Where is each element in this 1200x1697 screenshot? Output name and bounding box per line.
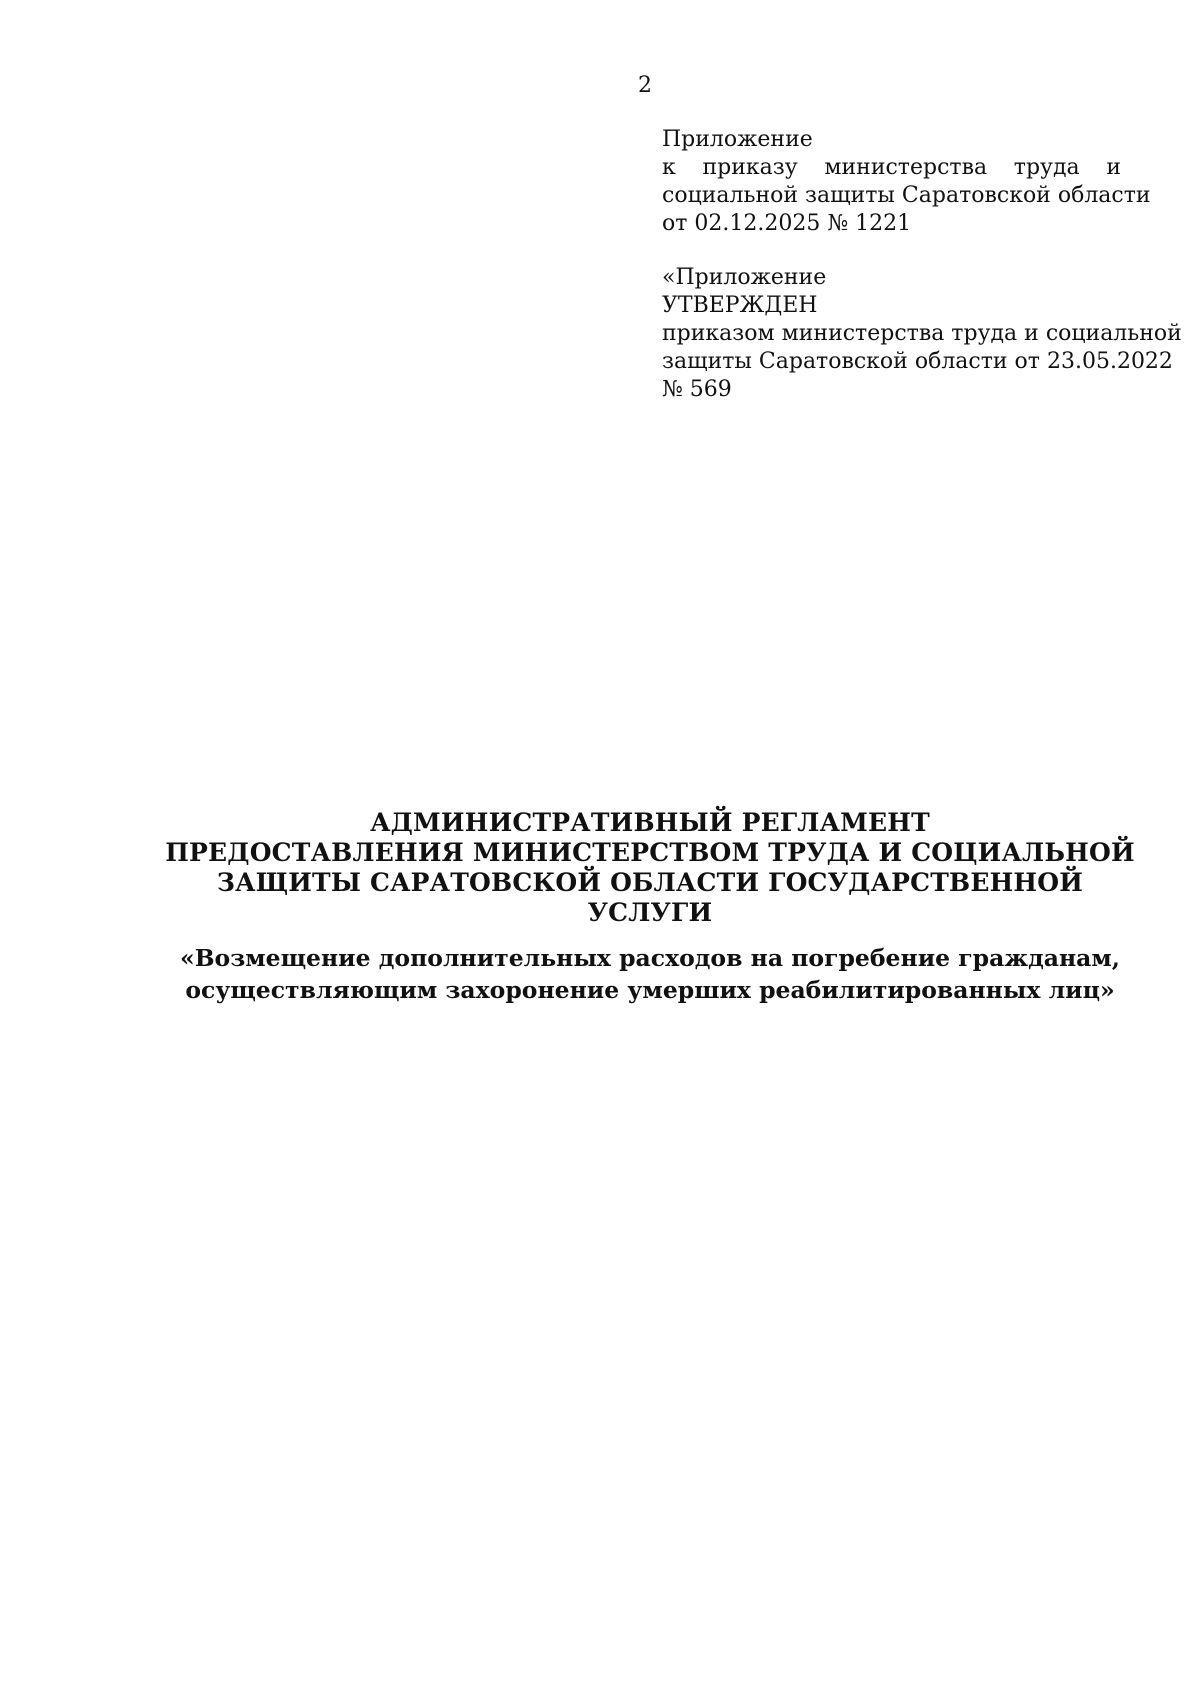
document-title bbox=[150, 808, 1150, 1006]
title-line-2: ПРЕДОСТАВЛЕНИЯ МИНИСТЕРСТВОМ ТРУДА И СОЦИАЛЬНОЙ bbox=[165, 838, 1135, 867]
appendix-original-line-3: приказом министерства труда и социальной bbox=[662, 321, 1182, 346]
appendix-current-line-4: от 02.12.2025 № 1221 bbox=[662, 211, 912, 236]
page-number: 2 bbox=[638, 73, 652, 98]
title-line-1: АДМИНИСТРАТИВНЫЙ РЕГЛАМЕНТ bbox=[370, 808, 930, 837]
appendix-current-line-3: социальной защиты Саратовской области bbox=[662, 183, 1151, 208]
subtitle-line-1: «Возмещение дополнительных расходов на погребение гражданам, bbox=[180, 944, 1120, 972]
appendix-original-line-1: «Приложение bbox=[662, 265, 827, 290]
title-line-3: ЗАЩИТЫ САРАТОВСКОЙ ОБЛАСТИ ГОСУДАРСТВЕННОЙ bbox=[216, 868, 1084, 897]
title-line-4: УСЛУГИ bbox=[587, 898, 713, 927]
appendix-original-line-4: защиты Саратовской области от 23.05.2022 bbox=[662, 349, 1173, 374]
appendix-current-line-1: Приложение bbox=[662, 127, 813, 152]
subtitle-line-2: осуществляющим захоронение умерших реабилитированных лиц» bbox=[185, 976, 1115, 1004]
appendix-original-order bbox=[662, 264, 1182, 404]
appendix-original-line-5: № 569 bbox=[662, 377, 732, 402]
appendix-original-line-2: УТВЕРЖДЕН bbox=[662, 293, 818, 318]
appendix-current-line-2: к приказу министерства труда и bbox=[662, 155, 1121, 180]
document-subtitle bbox=[150, 942, 1150, 1006]
appendix-current-order bbox=[662, 126, 1151, 238]
